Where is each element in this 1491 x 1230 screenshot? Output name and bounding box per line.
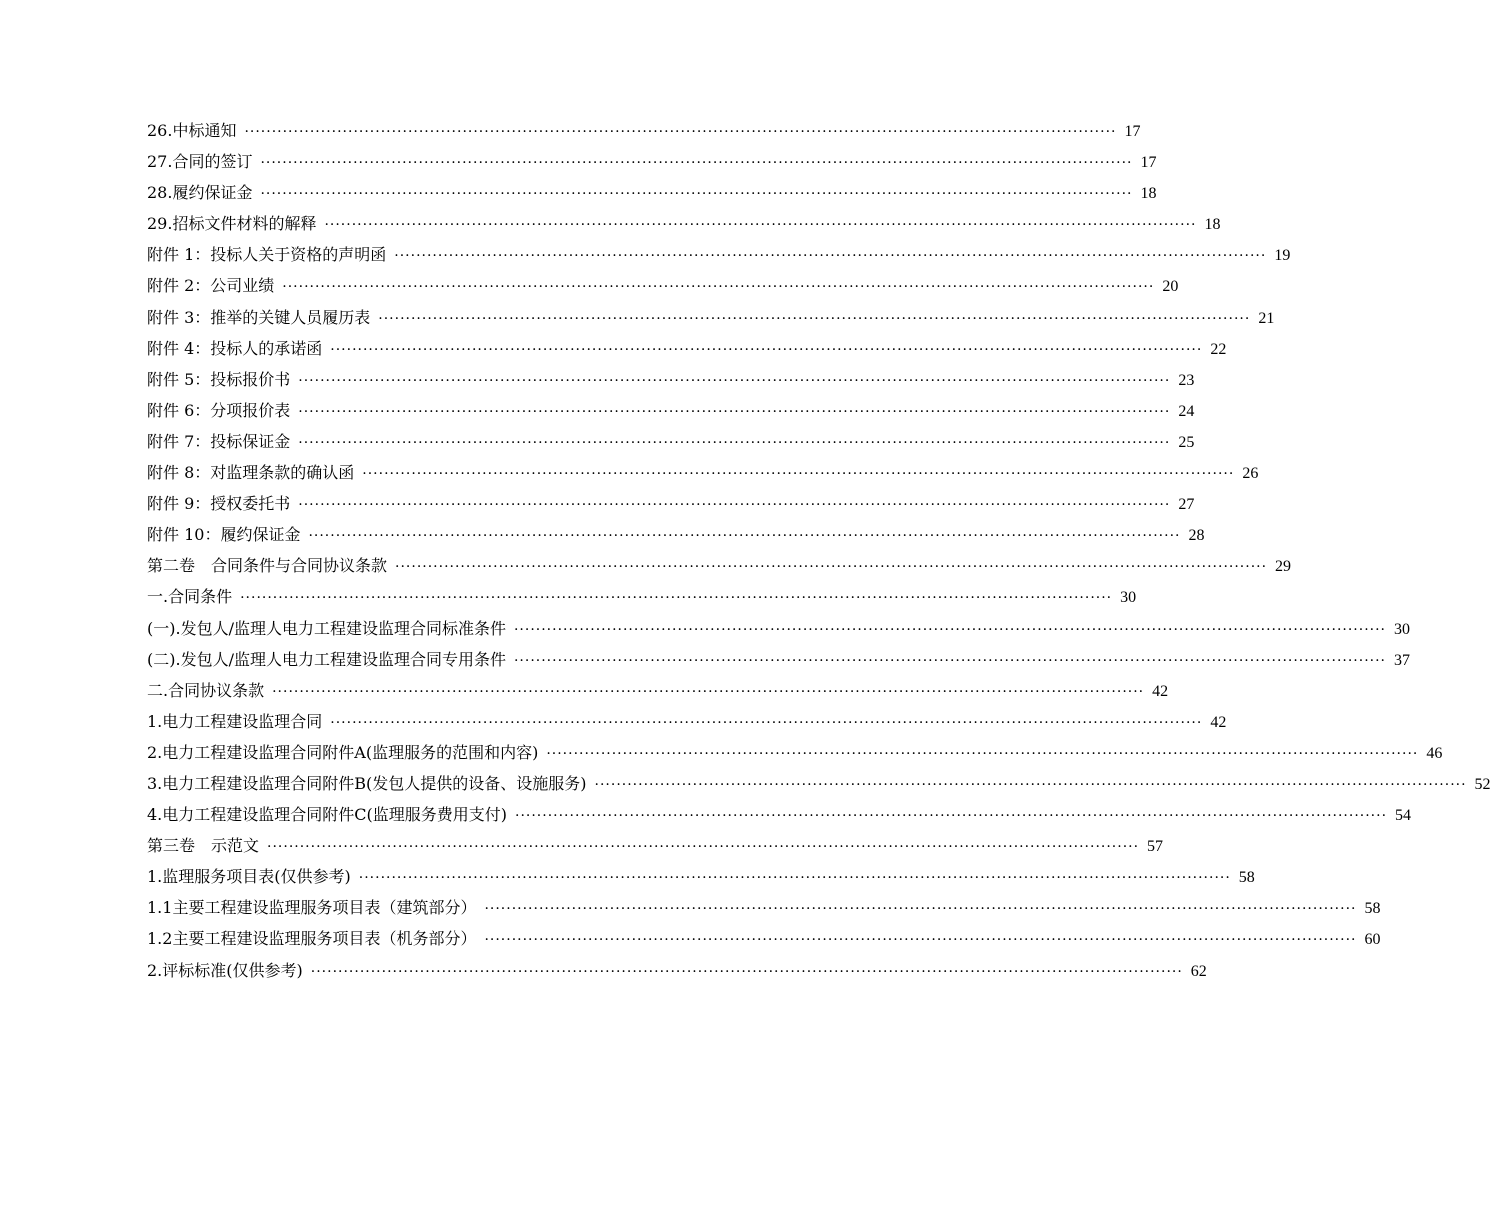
toc-entry[interactable] xyxy=(147,270,1179,301)
toc-entry[interactable] xyxy=(147,395,1195,426)
toc-dot-leader: ································································································································································ xyxy=(513,621,1386,638)
toc-page-number: 25 xyxy=(1178,433,1195,451)
toc-entry-title: 一.合同条件 xyxy=(147,587,233,607)
toc-entry[interactable] xyxy=(147,737,1443,768)
toc-entry-title: 附件 3：推举的关键人员履历表 xyxy=(147,307,371,327)
toc-page-number: 57 xyxy=(1147,838,1164,856)
toc-entry-title: 二.合同协议条款 xyxy=(147,680,265,700)
toc-entry[interactable] xyxy=(147,955,1207,986)
toc-dot-leader: ································································································································································ xyxy=(594,776,1467,793)
toc-entry[interactable] xyxy=(147,519,1205,550)
toc-entry[interactable] xyxy=(147,675,1169,706)
toc-page-number: 29 xyxy=(1275,558,1292,576)
toc-entry[interactable] xyxy=(147,239,1291,270)
toc-dot-leader: ································································································································································ xyxy=(395,559,1268,576)
toc-entry[interactable] xyxy=(147,706,1227,737)
toc-dot-leader: ································································································································································ xyxy=(515,808,1388,825)
toc-page-number: 23 xyxy=(1178,371,1195,389)
toc-dot-leader: ································································································································································ xyxy=(394,248,1267,265)
toc-entry-title: 27.合同的签订 xyxy=(147,152,253,172)
toc-entry-title: 附件 2：公司业绩 xyxy=(147,276,275,296)
toc-page-number: 24 xyxy=(1178,402,1195,420)
table-of-contents xyxy=(147,115,1491,986)
toc-page-number: 22 xyxy=(1210,340,1227,358)
toc-entry[interactable] xyxy=(147,177,1157,208)
toc-entry[interactable] xyxy=(147,333,1227,364)
toc-dot-leader: ································································································································································ xyxy=(362,466,1235,483)
toc-dot-leader: ································································································································································ xyxy=(298,403,1171,420)
toc-entry-title: 附件 1：投标人关于资格的声明函 xyxy=(147,245,387,265)
toc-entry[interactable] xyxy=(147,115,1141,146)
toc-page-number: 42 xyxy=(1210,713,1227,731)
toc-page-number: 17 xyxy=(1124,123,1141,140)
toc-page-number: 26 xyxy=(1242,465,1259,483)
toc-page-number: 18 xyxy=(1204,216,1221,234)
toc-dot-leader: ································································································································································ xyxy=(324,217,1197,234)
toc-dot-leader: ································································································································································ xyxy=(267,839,1140,856)
toc-page-number: 37 xyxy=(1394,651,1410,669)
toc-entry-title: 1.监理服务项目表(仅供参考) xyxy=(147,867,351,887)
toc-entry-title: (一).发包人/监理人电力工程建设监理合同标准条件 xyxy=(147,618,506,638)
toc-page-number: 19 xyxy=(1274,247,1291,265)
toc-entry-title: 2.电力工程建设监理合同附件A(监理服务的范围和内容) xyxy=(147,742,539,762)
toc-dot-leader: ································································································································································ xyxy=(484,901,1357,918)
toc-page-number: 21 xyxy=(1258,309,1275,327)
toc-entry-title: 第二卷 合同条件与合同协议条款 xyxy=(147,556,388,576)
toc-entry[interactable] xyxy=(147,426,1195,457)
toc-entry[interactable] xyxy=(147,302,1275,333)
toc-entry[interactable] xyxy=(147,923,1381,954)
toc-entry-title: 第三卷 示范文 xyxy=(147,836,260,856)
toc-dot-leader: ································································································································································ xyxy=(310,963,1183,980)
toc-dot-leader: ································································································································································ xyxy=(298,372,1171,389)
toc-dot-leader: ································································································································································ xyxy=(240,590,1113,607)
toc-dot-leader: ································································································································································ xyxy=(298,497,1171,514)
toc-page-number: 54 xyxy=(1395,807,1412,825)
toc-entry[interactable] xyxy=(147,830,1164,861)
toc-dot-leader: ································································································································································ xyxy=(308,528,1181,545)
toc-dot-leader: ································································································································································ xyxy=(330,341,1203,358)
toc-dot-leader: ································································································································································ xyxy=(358,870,1231,887)
toc-entry-title: 附件 4：投标人的承诺函 xyxy=(147,338,323,358)
toc-page-number: 27 xyxy=(1178,496,1195,514)
toc-entry-title: 3.电力工程建设监理合同附件B(发包人提供的设备、设施服务) xyxy=(147,773,587,793)
toc-dot-leader: ································································································································································ xyxy=(330,714,1203,731)
toc-dot-leader: ································································································································································ xyxy=(484,932,1357,949)
toc-page-number: 60 xyxy=(1364,931,1381,949)
toc-entry[interactable] xyxy=(147,550,1292,581)
toc-entry[interactable] xyxy=(147,364,1195,395)
toc-page-number: 52 xyxy=(1474,775,1491,793)
toc-page-number: 30 xyxy=(1120,589,1137,607)
toc-entry-title: (二).发包人/监理人电力工程建设监理合同专用条件 xyxy=(147,649,506,669)
toc-entry-title: 附件 9：授权委托书 xyxy=(147,494,291,514)
toc-page-number: 18 xyxy=(1140,185,1157,203)
toc-page-number: 62 xyxy=(1190,962,1207,980)
toc-page-number: 17 xyxy=(1140,154,1157,172)
toc-entry[interactable] xyxy=(147,768,1491,799)
toc-dot-leader: ································································································································································ xyxy=(260,155,1133,172)
toc-entry[interactable] xyxy=(147,146,1157,177)
toc-entry[interactable] xyxy=(147,488,1195,519)
toc-entry-title: 附件 7：投标保证金 xyxy=(147,431,291,451)
toc-entry[interactable] xyxy=(147,861,1255,892)
toc-entry[interactable] xyxy=(147,613,1410,644)
toc-entry[interactable] xyxy=(147,457,1259,488)
toc-dot-leader: ································································································································································ xyxy=(282,279,1155,296)
toc-dot-leader: ································································································································································ xyxy=(513,652,1386,669)
toc-entry-title: 1.电力工程建设监理合同 xyxy=(147,711,323,731)
toc-entry[interactable] xyxy=(147,581,1137,612)
toc-entry-title: 附件 5：投标报价书 xyxy=(147,369,291,389)
toc-page-number: 20 xyxy=(1162,278,1179,296)
toc-entry-title: 26.中标通知 xyxy=(147,121,237,140)
toc-entry-title: 4.电力工程建设监理合同附件C(监理服务费用支付) xyxy=(147,805,507,825)
toc-entry[interactable] xyxy=(147,644,1410,675)
toc-entry-title: 附件 10：履约保证金 xyxy=(147,525,301,545)
toc-dot-leader: ································································································································································ xyxy=(272,683,1145,700)
toc-page-number: 42 xyxy=(1152,682,1169,700)
toc-entry-title: 29.招标文件材料的解释 xyxy=(147,214,317,234)
toc-dot-leader: ································································································································································ xyxy=(298,434,1171,451)
toc-entry[interactable] xyxy=(147,892,1381,923)
toc-entry-title: 2.评标标准(仅供参考) xyxy=(147,960,303,980)
toc-page-number: 46 xyxy=(1426,744,1443,762)
toc-entry-title: 28.履约保证金 xyxy=(147,183,253,203)
toc-entry-title: 附件 8：对监理条款的确认函 xyxy=(147,463,355,483)
toc-entry-title: 1.2主要工程建设监理服务项目表（机务部分） xyxy=(147,929,477,949)
toc-dot-leader: ································································································································································ xyxy=(244,124,1117,140)
toc-page-number: 30 xyxy=(1394,620,1410,638)
toc-entry[interactable] xyxy=(147,799,1412,830)
toc-dot-leader: ································································································································································ xyxy=(260,186,1133,203)
toc-entry-title: 1.1主要工程建设监理服务项目表（建筑部分） xyxy=(147,898,477,918)
toc-page-number: 28 xyxy=(1188,527,1205,545)
toc-page-number: 58 xyxy=(1364,900,1381,918)
toc-entry-title: 附件 6：分项报价表 xyxy=(147,400,291,420)
toc-page-number: 58 xyxy=(1238,869,1255,887)
toc-dot-leader: ································································································································································ xyxy=(546,745,1419,762)
toc-dot-leader: ································································································································································ xyxy=(378,310,1251,327)
toc-entry[interactable] xyxy=(147,208,1221,239)
